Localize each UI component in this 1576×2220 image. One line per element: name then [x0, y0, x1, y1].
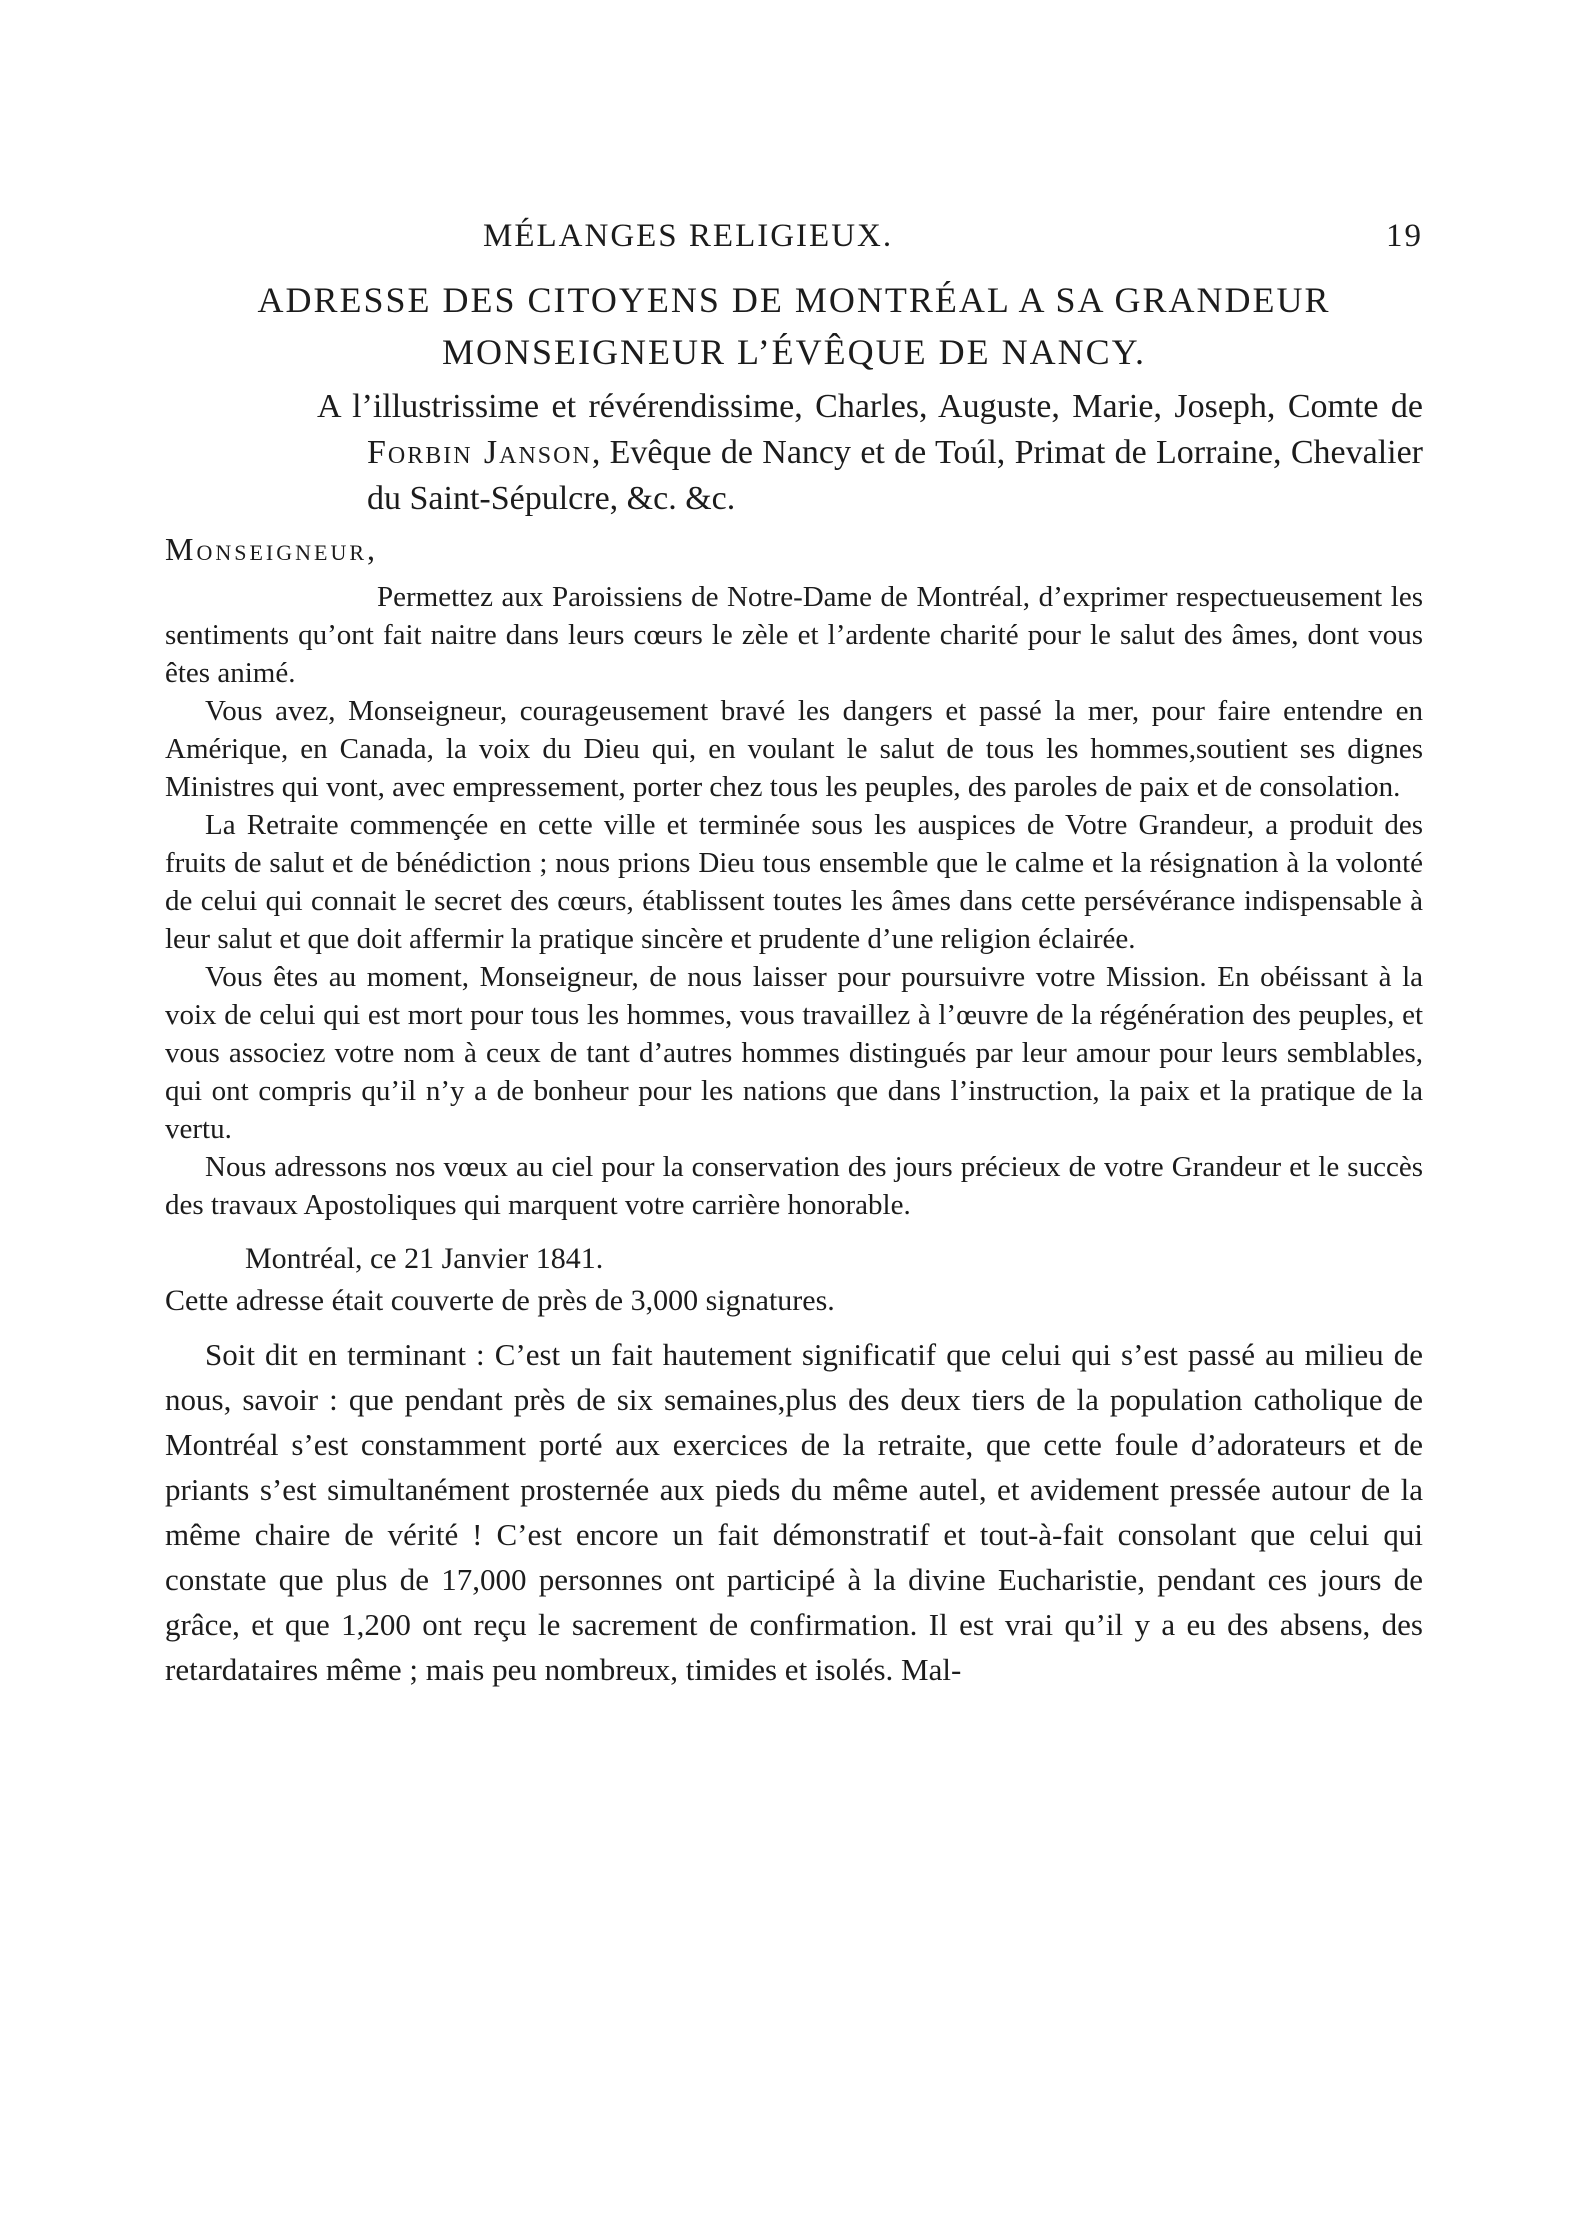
running-head	[165, 200, 1423, 260]
address-paragraph-5: Nous adressons nos vœux au ciel pour la conservation des jours précieux de votre Grandeur et le succès des travaux Apostoliques qui marquent votre carrière honorable.	[165, 1151, 1423, 1221]
dedication-pre: A l’illustrissime et révérendissime, Charles, Auguste, Marie, Joseph, Comte de	[317, 388, 1423, 425]
book-page	[165, 200, 1423, 1692]
closing-paragraph: Soit dit en terminant : C’est un fait hautement significatif que celui qui s’est passé au milieu de nous, savoir : que pendant près de six semaines,plus des deux tiers de la population catholique de Montréal s’est constamment porté aux exercices de la retraite, que cette foule d’adorateurs et de priants s’est simultanément prosternée aux pieds du même autel, et avidement pressée autour de la même chaire de vérité ! C’est encore un fait démonstratif et tout-à-fait consolant que celui qui constate que plus de 17,000 personnes ont participé à la divine Eucharistie, pendant ces jours de grâce, et que 1,200 ont reçu le sacrement de confirmation. Il est vrai qu’il y a eu des absens, des retardataires même ; mais peu nombreux, timides et isolés. Mal-	[165, 1337, 1423, 1687]
dateline: Montréal, ce 21 Janvier 1841.	[245, 1242, 604, 1275]
address-paragraph-1: Permettez aux Paroissiens de Notre-Dame de Montréal, d’exprimer respectueusement les sentiments qu’ont fait naitre dans leurs cœurs le zèle et l’ardente charité pour le salut des âmes, dont vous êtes animé.	[165, 581, 1423, 689]
dedication-post: , Evêque de Nancy et de Toúl, Primat de Lorraine, Chevalier du Saint-Sépulcre, &c. &c.	[367, 434, 1423, 517]
dedication-name: Forbin Janson	[367, 434, 592, 471]
article-title-line-2: MONSEIGNEUR L’ÉVÊQUE DE NANCY.	[442, 332, 1146, 372]
running-title: MÉLANGES RELIGIEUX.	[483, 218, 894, 254]
article-title-line-1: ADRESSE DES CITOYENS DE MONTRÉAL A SA GRANDEUR	[257, 280, 1331, 320]
address-paragraph-3: La Retraite commençée en cette ville et terminée sous les auspices de Votre Grandeur, a produit des fruits de salut et de bénédiction ; nous prions Dieu tous ensemble que le calme et la résignation à la volonté de celui qui connait le secret des cœurs, établissent toutes les âmes dans cette persévérance indispensable à leur salut et que doit affermir la pratique sincère et prudente d’une religion éclairée.	[165, 809, 1423, 955]
article-title	[165, 274, 1423, 378]
salutation: Monseigneur,	[165, 531, 379, 567]
address-paragraph-2: Vous avez, Monseigneur, courageusement bravé les dangers et passé la mer, pour faire entendre en Amérique, en Canada, la voix du Dieu qui, en voulant le salut de tous les hommes,soutient ses dignes Ministres qui vont, avec empressement, porter chez tous les peuples, des paroles de paix et de consolation.	[165, 695, 1423, 803]
address-paragraph-4: Vous êtes au moment, Monseigneur, de nous laisser pour poursuivre votre Mission. En obéissant à la voix de celui qui est mort pour tous les hommes, vous travaillez à l’œuvre de la régénération des peuples, et vous associez votre nom à ceux de tant d’autres hommes distingués par leur amour pour leurs semblables, qui ont compris qu’il n’y a de bonheur pour les nations que dans l’instruction, la paix et la pratique de la vertu.	[165, 961, 1423, 1145]
dedication	[215, 384, 1423, 522]
signature-note: Cette adresse était couverte de près de 3,000 signatures.	[165, 1284, 835, 1317]
page-number: 19	[1386, 218, 1423, 254]
